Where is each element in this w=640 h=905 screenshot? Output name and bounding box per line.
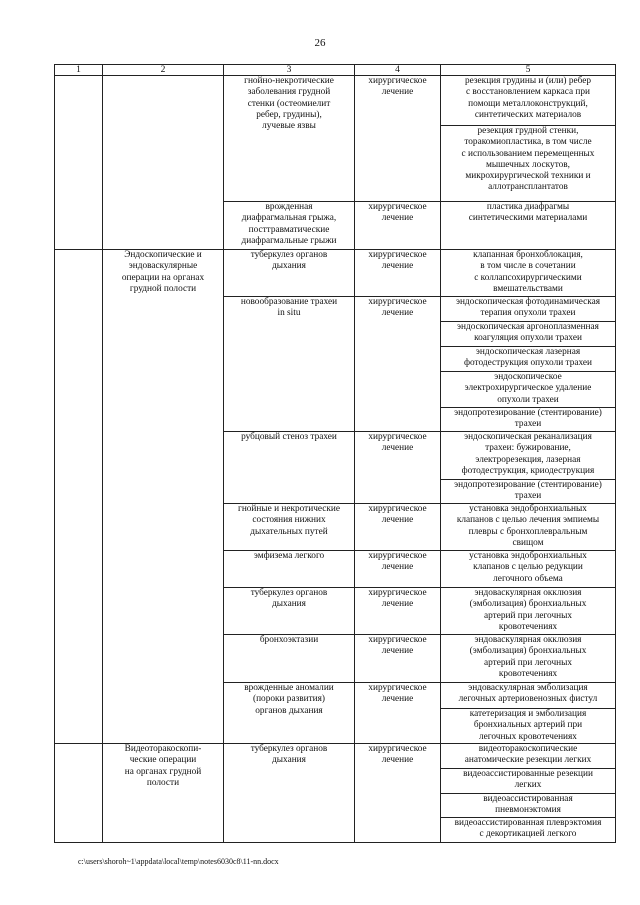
cell-treatment-type: хирургическое лечение	[355, 504, 441, 551]
page-number: 26	[314, 37, 326, 49]
cell-method: резекция грудной стенки, торакомиопластика, в том числе с использованием перемещенных мышечных лоскутов, микрохирургической техники и аллотрансплантатов	[441, 126, 616, 202]
cell-method: катетеризация и эмболизация бронхиальных артерий при легочных кровотечениях	[441, 709, 616, 744]
cell-method: эндоваскулярная окклюзия (эмболизация) бронхиальных артерий при легочных кровотечениях	[441, 588, 616, 635]
header-col-2: 2	[103, 65, 224, 76]
cell-treatment-type: хирургическое лечение	[355, 551, 441, 588]
cell-method: эндоскопическое электрохирургическое удаление опухоли трахеи	[441, 372, 616, 408]
table-row	[55, 76, 616, 126]
cell-condition: туберкулез органов дыхания	[224, 588, 355, 635]
cell-treatment-type: хирургическое лечение	[355, 588, 441, 635]
cell-condition: врожденная диафрагмальная грыжа, посттравматические диафрагмальные грыжи	[224, 202, 355, 250]
cell-method: видеоторакоскопические анатомические резекции легких	[441, 744, 616, 769]
cell-treatment-type: хирургическое лечение	[355, 635, 441, 683]
cell-method: установка эндобронхиальных клапанов с целью лечения эмпиемы плевры с бронхоплевральным свищом	[441, 504, 616, 551]
table-row	[55, 744, 616, 769]
cell-col-1	[55, 76, 103, 250]
cell-method: эндоскопическая аргоноплазменная коагуляция опухоли трахеи	[441, 322, 616, 347]
services-table	[54, 64, 616, 843]
cell-operation-group: Видеоторакоскопи- ческие операции на органах грудной полости	[103, 744, 224, 843]
cell-condition: гнойные и некротические состояния нижних дыхательных путей	[224, 504, 355, 551]
cell-col-1	[55, 744, 103, 843]
cell-method: эндоскопическая лазерная фотодеструкция опухоли трахеи	[441, 347, 616, 372]
cell-method: пластика диафрагмы синтетическими материалами	[441, 202, 616, 250]
table-row	[55, 250, 616, 297]
cell-method: видеоассистированная пневмонэктомия	[441, 794, 616, 818]
cell-treatment-type: хирургическое лечение	[355, 76, 441, 202]
cell-condition: эмфизема легкого	[224, 551, 355, 588]
cell-method: видеоассистированная плеврэктомия с декортикацией легкого	[441, 818, 616, 843]
header-col-5: 5	[441, 65, 616, 76]
cell-condition: гнойно-некротические заболевания грудной стенки (остеомиелит ребер, грудины), лучевые язвы	[224, 76, 355, 202]
cell-method: резекция грудины и (или) ребер с восстановлением каркаса при помощи металлоконструкций, синтетических материалов	[441, 76, 616, 126]
cell-condition: туберкулез органов дыхания	[224, 744, 355, 843]
cell-treatment-type: хирургическое лечение	[355, 744, 441, 843]
cell-treatment-type: хирургическое лечение	[355, 297, 441, 432]
cell-treatment-type: хирургическое лечение	[355, 432, 441, 504]
cell-condition: новообразование трахеи in situ	[224, 297, 355, 432]
cell-condition: врожденные аномалии (пороки развития) органов дыхания	[224, 683, 355, 744]
cell-condition: туберкулез органов дыхания	[224, 250, 355, 297]
header-col-3: 3	[224, 65, 355, 76]
cell-condition: бронхоэктазии	[224, 635, 355, 683]
cell-method: эндопротезирование (стентирование) трахеи	[441, 480, 616, 504]
cell-method: эндоваскулярная эмболизация легочных артериовенозных фистул	[441, 683, 616, 709]
cell-condition: рубцовый стеноз трахеи	[224, 432, 355, 504]
cell-method: эндоскопическая реканализация трахеи: бужирование, электрорезекция, лазерная фотодеструкция, криодеструкция	[441, 432, 616, 480]
table-header-row	[55, 65, 616, 76]
cell-method: видеоассистированные резекции легких	[441, 769, 616, 794]
cell-method: клапанная бронхоблокация, в том числе в сочетании с коллапсохирургическими вмешательствами	[441, 250, 616, 297]
cell-treatment-type: хирургическое лечение	[355, 202, 441, 250]
header-col-4: 4	[355, 65, 441, 76]
cell-col-2	[103, 76, 224, 250]
header-col-1: 1	[55, 65, 103, 76]
cell-treatment-type: хирургическое лечение	[355, 683, 441, 744]
cell-col-1	[55, 250, 103, 744]
cell-method: эндоваскулярная окклюзия (эмболизация) бронхиальных артерий при легочных кровотечениях	[441, 635, 616, 683]
cell-method: эндопротезирование (стентирование) трахеи	[441, 408, 616, 432]
cell-treatment-type: хирургическое лечение	[355, 250, 441, 297]
cell-method: эндоскопическая фотодинамическая терапия опухоли трахеи	[441, 297, 616, 322]
cell-operation-group: Эндоскопические и эндоваскулярные операции на органах грудной полости	[103, 250, 224, 744]
footer-file-path: c:\users\shoroh~1\appdata\local\temp\notes6030c8\11-nn.docx	[78, 857, 279, 866]
cell-method: установка эндобронхиальных клапанов с целью редукции легочного объема	[441, 551, 616, 588]
